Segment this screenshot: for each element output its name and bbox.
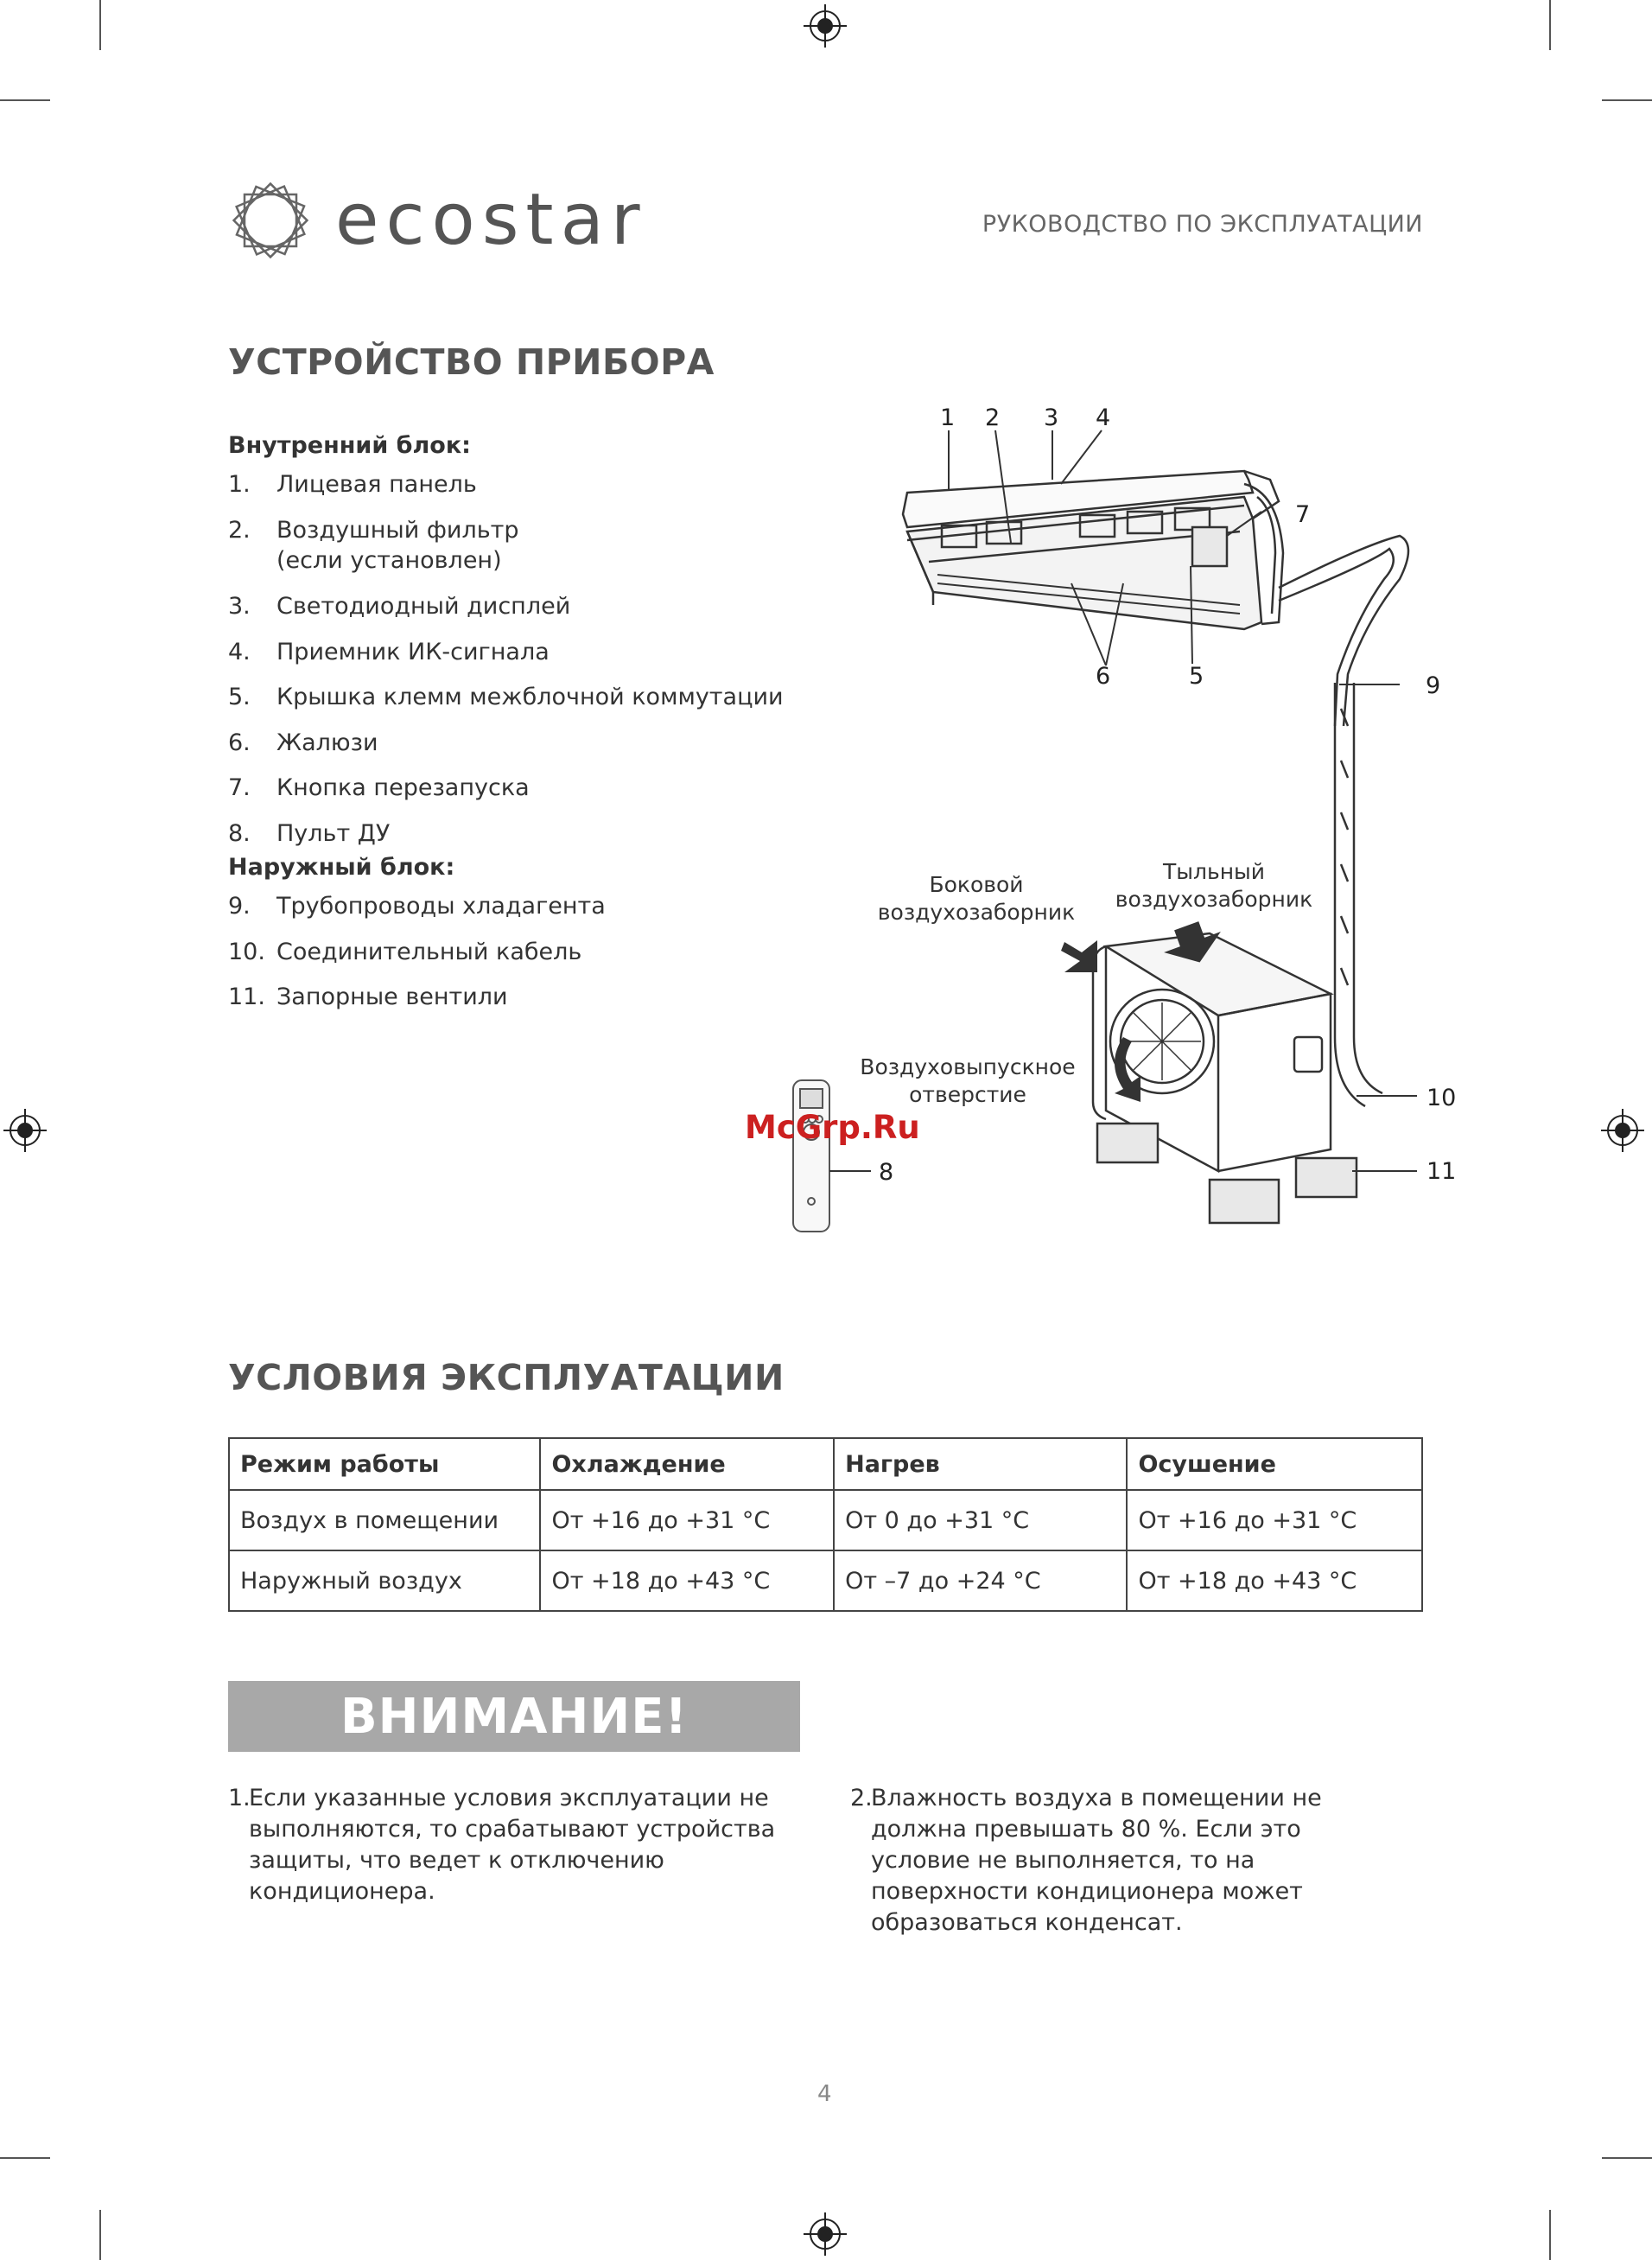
callout-2: 2 <box>985 404 1001 431</box>
list-item: 8. Пульт ДУ <box>228 820 391 847</box>
registration-mark-top <box>804 4 847 48</box>
table-cell: От +16 до +31 °C <box>1127 1490 1422 1550</box>
table-header-cell: Осушение <box>1127 1438 1422 1490</box>
table-row <box>229 1490 1422 1550</box>
registration-mark-bottom <box>804 2212 847 2256</box>
attention-note-1: 1. Если указанные условия эксплуатации не выполняются, то срабатывают устройства защиты, что ведет к отключению кондиционера. <box>228 1785 776 1905</box>
brand-name: ecostar <box>335 179 647 261</box>
callout-9: 9 <box>1426 672 1441 699</box>
callout-6: 6 <box>1096 663 1111 690</box>
indoor-unit-list <box>228 469 833 864</box>
outdoor-unit-list <box>228 891 833 1028</box>
outdoor-unit-heading: Наружный блок: <box>228 854 455 881</box>
callout-7: 7 <box>1295 501 1311 528</box>
watermark: McGrp.Ru <box>745 1109 920 1146</box>
manual-title: РУКОВОДСТВО ПО ЭКСПЛУАТАЦИИ <box>982 211 1423 238</box>
rear-intake-label: Тыльный воздухозаборник <box>1115 859 1313 912</box>
table-cell: Воздух в помещении <box>229 1490 540 1550</box>
table-cell: От –7 до +24 °C <box>834 1550 1127 1611</box>
callout-1: 1 <box>940 404 956 431</box>
table-cell: От +18 до +43 °C <box>540 1550 834 1611</box>
table-header-cell: Нагрев <box>834 1438 1127 1490</box>
list-item: 11. Запорные вентили <box>228 984 508 1011</box>
list-item: 6. Жалюзи <box>228 729 378 756</box>
device-section-title: УСТРОЙСТВО ПРИБОРА <box>228 341 715 383</box>
list-item: 10. Соединительный кабель <box>228 938 582 965</box>
table-header-cell: Режим работы <box>229 1438 540 1490</box>
page-number: 4 <box>817 2081 832 2107</box>
registration-mark-right <box>1601 1109 1644 1152</box>
table-cell: От +18 до +43 °C <box>1127 1550 1422 1611</box>
outdoor-unit-illustration <box>1093 933 1357 1223</box>
callout-10: 10 <box>1426 1085 1457 1111</box>
air-outlet-label: Воздуховыпускное отверстие <box>860 1054 1076 1107</box>
table-cell: От +16 до +31 °C <box>540 1490 834 1550</box>
indoor-unit-heading: Внутренний блок: <box>228 432 471 459</box>
conditions-section-title: УСЛОВИЯ ЭКСПЛУАТАЦИИ <box>228 1357 785 1398</box>
ecostar-logo-icon <box>223 173 318 268</box>
attention-banner: ВНИМАНИЕ! <box>228 1681 800 1752</box>
remote-control-illustration <box>793 1080 829 1232</box>
attention-note-2: 2. Влажность воздуха в помещении не должна превышать 80 %. Если это условие не выполняется, то на поверхности кондиционера может образоваться конденсат. <box>850 1785 1322 1936</box>
list-item: 4. Приемник ИК-сигнала <box>228 638 550 665</box>
operating-conditions-table <box>228 1437 1423 1612</box>
callout-3: 3 <box>1044 404 1059 431</box>
brand-logo <box>223 173 647 268</box>
table-cell: От 0 до +31 °C <box>834 1490 1127 1550</box>
callout-11: 11 <box>1426 1158 1457 1185</box>
table-header-row <box>229 1438 1422 1490</box>
list-item: 2. Воздушный фильтр (если установлен) <box>228 516 519 575</box>
list-item: 3. Светодиодный дисплей <box>228 592 571 620</box>
list-item: 5. Крышка клемм межблочной коммутации <box>228 684 784 711</box>
list-item: 1. Лицевая панель <box>228 471 477 498</box>
callout-5: 5 <box>1189 663 1204 690</box>
table-cell: Наружный воздух <box>229 1550 540 1611</box>
side-intake-label: Боковой воздухозаборник <box>877 872 1076 925</box>
list-item: 7. Кнопка перезапуска <box>228 774 530 802</box>
table-row <box>229 1550 1422 1611</box>
table-header-cell: Охлаждение <box>540 1438 834 1490</box>
indoor-unit-illustration <box>903 471 1283 629</box>
callout-8: 8 <box>879 1159 894 1186</box>
callout-4: 4 <box>1096 404 1111 431</box>
registration-mark-left <box>3 1109 47 1152</box>
refrigerant-pipes <box>1279 536 1408 1106</box>
list-item: 9. Трубопроводы хладагента <box>228 893 606 920</box>
